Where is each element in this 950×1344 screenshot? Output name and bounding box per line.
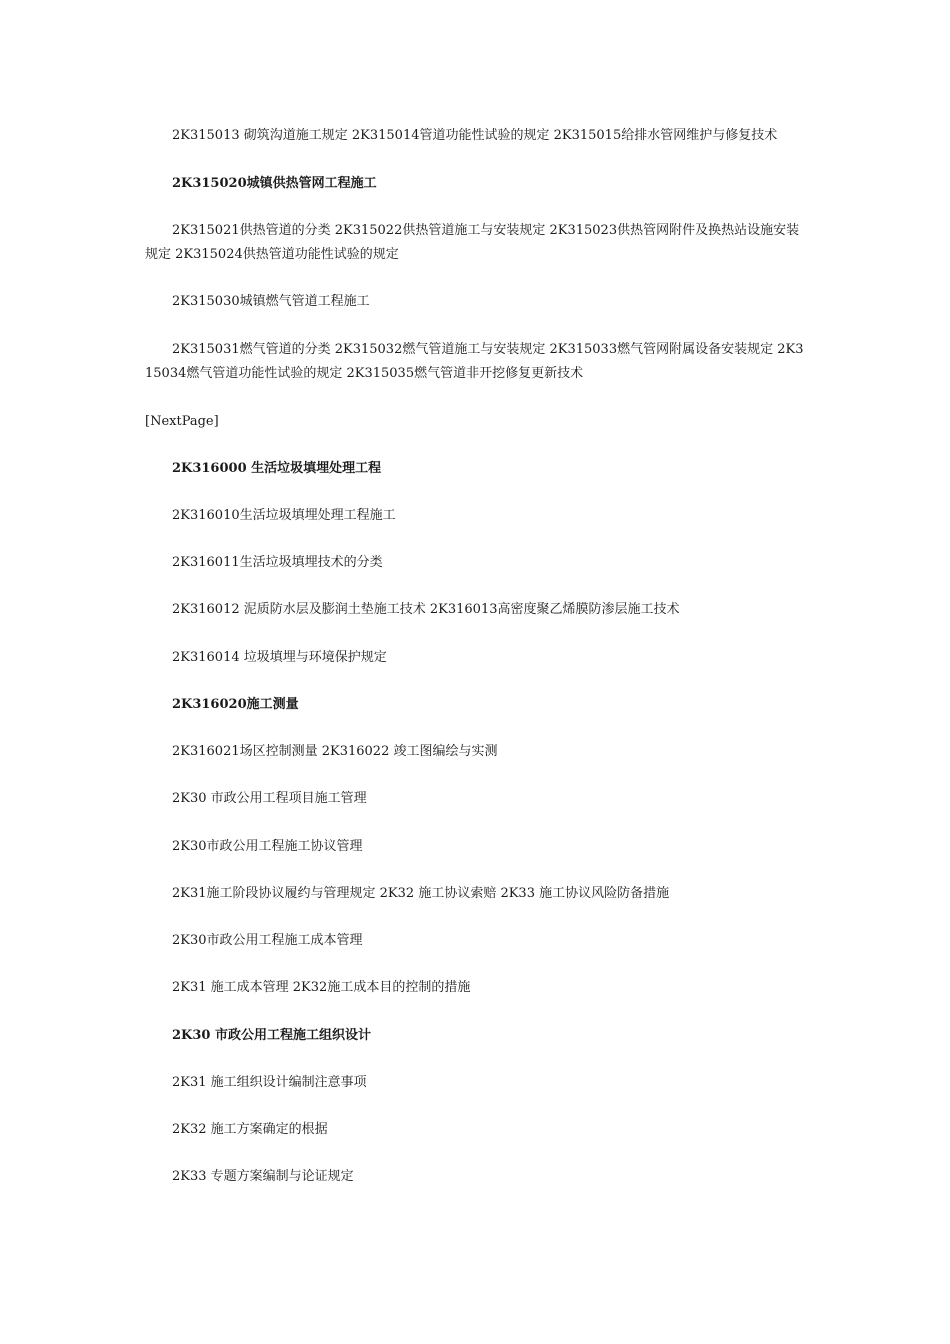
paragraph-2k315031: 2K315031燃气管道的分类 2K315032燃气管道施工与安装规定 2K315033燃气管网附属设备安装规定 2K315034燃气管道功能性试验的规定 2K315035燃气管道非开挖修复更新技术: [145, 342, 804, 381]
heading-2k30-organization-design: 2K30 市政公用工程施工组织设计: [172, 1028, 371, 1043]
next-page-marker: [NextPage]: [145, 414, 219, 429]
paragraph-2k316014: 2K316014 垃圾填埋与环境保护规定: [172, 650, 387, 665]
paragraph-2k30-project-management: 2K30 市政公用工程项目施工管理: [172, 791, 367, 806]
paragraph-2k31-cost-items: 2K31 施工成本管理 2K32施工成本目的控制的措施: [172, 980, 471, 995]
paragraph-2k31-agreement-items: 2K31施工阶段协议履约与管理规定 2K32 施工协议索赔 2K33 施工协议风险防备措施: [172, 886, 670, 901]
heading-2k316020: 2K316020施工测量: [172, 697, 299, 712]
paragraph-2k315021: 2K315021供热管道的分类 2K315022供热管道施工与安装规定 2K315023供热管网附件及换热站设施安装规定 2K315024供热管道功能性试验的规定: [145, 223, 800, 262]
heading-2k316000: 2K316000 生活垃圾填埋处理工程: [172, 461, 382, 476]
paragraph-2k316010: 2K316010生活垃圾填埋处理工程施工: [172, 508, 396, 523]
paragraph-2k316021: 2K316021场区控制测量 2K316022 竣工图编绘与实测: [172, 744, 498, 759]
paragraph-2k316012: 2K316012 泥质防水层及膨润土垫施工技术 2K316013高密度聚乙烯膜防渗层施工技术: [172, 602, 680, 617]
paragraph-2k33-special-plan: 2K33 专题方案编制与论证规定: [172, 1169, 354, 1184]
paragraph-2k315030: 2K315030城镇燃气管道工程施工: [172, 294, 370, 309]
paragraph-2k31-design-notes: 2K31 施工组织设计编制注意事项: [172, 1075, 367, 1090]
heading-2k315020: 2K315020城镇供热管网工程施工: [172, 176, 377, 191]
paragraph-2k30-cost-management: 2K30市政公用工程施工成本管理: [172, 933, 363, 948]
paragraph-2k315013: 2K315013 砌筑沟道施工规定 2K315014管道功能性试验的规定 2K315015给排水管网维护与修复技术: [172, 128, 778, 143]
paragraph-2k316011: 2K316011生活垃圾填埋技术的分类: [172, 555, 383, 570]
paragraph-2k30-agreement-management: 2K30市政公用工程施工协议管理: [172, 839, 363, 854]
paragraph-2k32-plan-basis: 2K32 施工方案确定的根据: [172, 1122, 328, 1137]
